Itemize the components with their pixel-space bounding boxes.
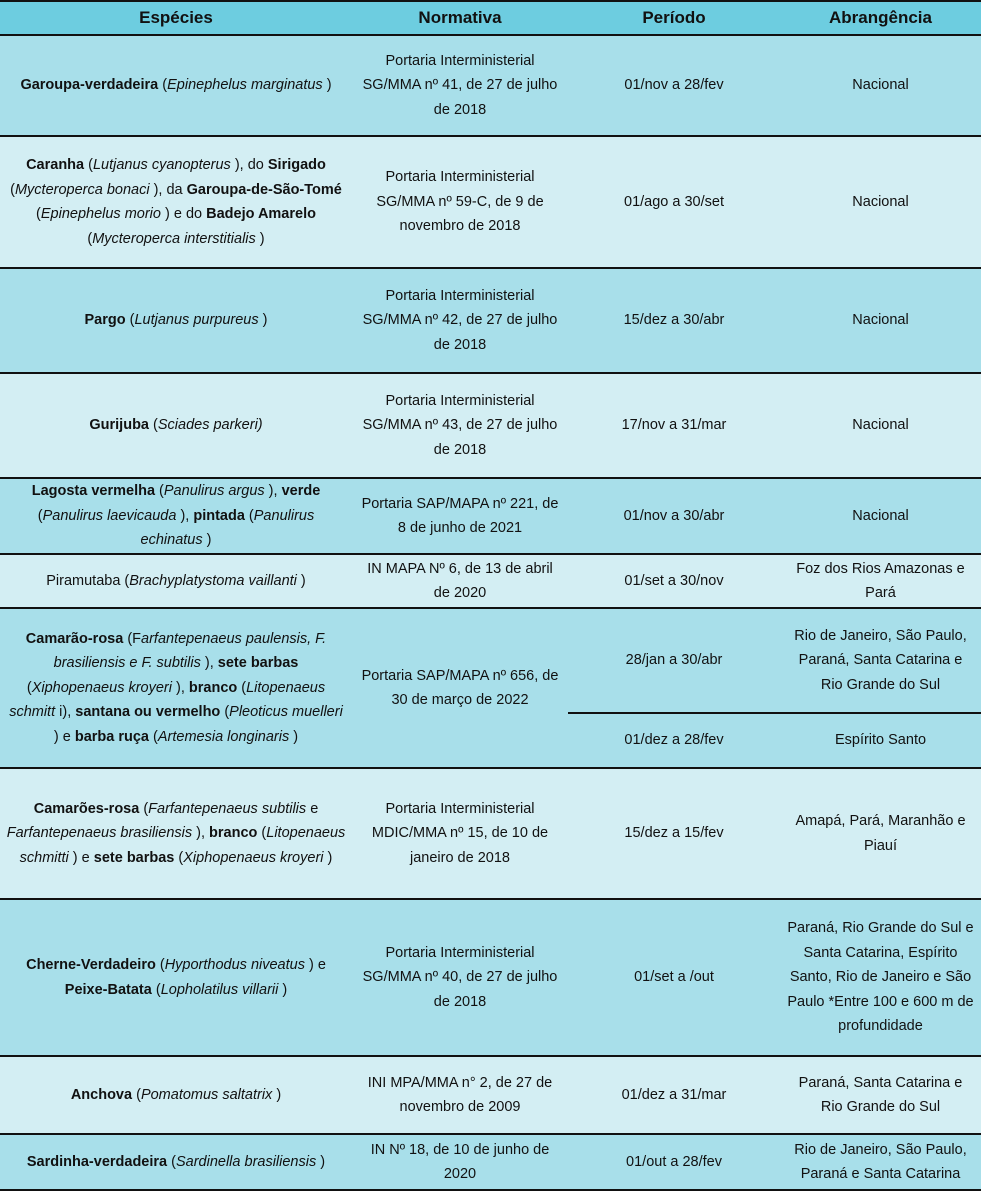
common-name: sete barbas	[93, 849, 175, 866]
species-text: ),	[200, 655, 218, 672]
species-text: )	[296, 572, 306, 589]
species-text: )	[255, 230, 265, 247]
scientific-name: Epinephelus marginatus	[167, 77, 323, 94]
table-row	[0, 478, 981, 554]
species-text: ) e	[68, 849, 94, 866]
species-text: )	[322, 77, 332, 94]
species-text: ) e	[53, 728, 75, 745]
species-text: (	[158, 77, 168, 94]
scientific-name: Pleoticus muelleri	[229, 704, 343, 721]
species-cell	[0, 268, 352, 373]
species-cell	[0, 1056, 352, 1134]
common-name: Camarões-rosa	[33, 800, 140, 817]
species-text: ),	[176, 507, 194, 524]
species-cell	[0, 768, 352, 899]
table-row	[0, 35, 981, 136]
normativa-cell: INI MPA/MMA n° 2, de 27 de novembro de 2009	[352, 1056, 568, 1134]
species-cell	[0, 373, 352, 478]
species-cell	[0, 35, 352, 136]
species-text: (	[155, 483, 164, 500]
species-text: ), da	[149, 181, 187, 198]
normativa-cell: Portaria Interministerial SG/MMA nº 40, de 27 de julho de 2018	[352, 899, 568, 1056]
header-especies: Espécies	[0, 1, 352, 35]
species-text: ),	[264, 483, 282, 500]
header-normativa: Normativa	[352, 1, 568, 35]
header-abrangencia: Abrangência	[780, 1, 981, 35]
periodo-cell: 01/nov a 30/abr	[568, 478, 780, 554]
scientific-name: arfantepenaeus paulensis, F. brasiliensis e F. subtilis	[53, 630, 327, 672]
species-text: (	[139, 800, 149, 817]
periodo-cell: 01/nov a 28/fev	[568, 35, 780, 136]
abrangencia-cell: Nacional	[780, 35, 981, 136]
common-name: Anchova	[70, 1086, 133, 1103]
periodo-cell: 01/dez a 31/mar	[568, 1056, 780, 1134]
table-row	[0, 554, 981, 608]
common-name: Peixe-Batata	[64, 981, 152, 998]
common-name: barba ruça	[74, 728, 149, 745]
periodo-cell: 01/set a 30/nov	[568, 554, 780, 608]
species-text: Piramutaba (	[46, 572, 130, 589]
abrangencia-cell: Nacional	[780, 136, 981, 268]
species-text: (	[151, 981, 161, 998]
species-text: )	[278, 981, 288, 998]
table-row	[0, 373, 981, 478]
scientific-name: Mycteroperca bonaci	[14, 181, 150, 198]
abrangencia-cell: Nacional	[780, 373, 981, 478]
periodo-cell: 01/set a /out	[568, 899, 780, 1056]
species-text: (	[36, 206, 41, 222]
normativa-cell: Portaria Interministerial SG/MMA nº 59-C, de 9 de novembro de 2018	[352, 136, 568, 268]
scientific-name: Panulirus echinatus	[140, 507, 315, 549]
common-name: Sardinha-verdadeira	[26, 1153, 168, 1170]
species-text: (	[155, 957, 165, 973]
scientific-name: Xiphopenaeus kroyeri	[31, 679, 172, 696]
species-text: (	[149, 417, 158, 434]
abrangencia-cell: Rio de Janeiro, São Paulo, Paraná, Santa Catarina e Rio Grande do Sul	[780, 608, 981, 713]
common-name: Badejo Amarelo	[206, 206, 316, 222]
scientific-name: Farfantepenaeus subtilis	[148, 800, 307, 817]
normativa-cell: Portaria SAP/MAPA nº 221, de 8 de junho de 2021	[352, 478, 568, 554]
header-periodo: Período	[568, 1, 780, 35]
species-text: (	[26, 679, 32, 696]
table-row	[0, 136, 981, 268]
abrangencia-cell: Nacional	[780, 268, 981, 373]
scientific-name: Sciades parkeri)	[157, 417, 263, 434]
scientific-name: Xiphopenaeus kroyeri	[183, 849, 324, 866]
common-name: Lagosta vermelha	[31, 483, 156, 500]
species-text: )	[272, 1086, 282, 1103]
common-name: branco	[209, 825, 258, 842]
species-text: )	[316, 1153, 326, 1170]
common-name: verde	[281, 483, 321, 500]
species-text: )	[202, 532, 212, 549]
abrangencia-cell: Paraná, Rio Grande do Sul e Santa Catarina, Espírito Santo, Rio de Janeiro e São Paulo *Entre 100 e 600 m de profundidade	[780, 899, 981, 1056]
normativa-cell: Portaria Interministerial SG/MMA nº 43, de 27 de julho de 2018	[352, 373, 568, 478]
species-text: ),	[171, 679, 189, 696]
abrangencia-cell: Rio de Janeiro, São Paulo, Paraná e Santa Catarina	[780, 1134, 981, 1190]
species-text: )	[323, 849, 333, 866]
normativa-cell: IN MAPA Nº 6, de 13 de abril de 2020	[352, 554, 568, 608]
species-text: (	[244, 507, 254, 524]
scientific-name: Lutjanus cyanopterus	[92, 157, 231, 173]
common-name: Garoupa-verdadeira	[20, 77, 159, 94]
species-text: (	[167, 1153, 176, 1170]
abrangencia-cell: Paraná, Santa Catarina e Rio Grande do Sul	[780, 1056, 981, 1134]
species-text: (	[125, 312, 135, 329]
scientific-name: Sardinella brasiliensis	[175, 1153, 317, 1170]
species-cell	[0, 899, 352, 1056]
abrangencia-cell: Foz dos Rios Amazonas e Pará	[780, 554, 981, 608]
scientific-name: Pomatomus saltatrix	[140, 1086, 273, 1103]
common-name: pintada	[193, 507, 245, 524]
periodo-cell: 01/dez a 28/fev	[568, 713, 780, 768]
table-body	[0, 35, 981, 1190]
table-row	[0, 1134, 981, 1190]
periodo-cell: 15/dez a 30/abr	[568, 268, 780, 373]
scientific-name: Lutjanus purpureus	[134, 312, 259, 329]
common-name: Sirigado	[267, 157, 326, 173]
species-text: (F	[123, 630, 142, 647]
species-text: )	[258, 312, 268, 329]
species-text: i),	[55, 704, 76, 721]
species-text: (	[237, 679, 247, 696]
species-text: (	[37, 507, 43, 524]
table-row	[0, 768, 981, 899]
common-name: santana ou vermelho	[75, 704, 221, 721]
table-row	[0, 268, 981, 373]
species-cell	[0, 608, 352, 768]
species-text: )	[289, 728, 299, 745]
periodo-cell: 28/jan a 30/abr	[568, 608, 780, 713]
periodo-cell: 17/nov a 31/mar	[568, 373, 780, 478]
normativa-cell: Portaria SAP/MAPA nº 656, de 30 de março de 2022	[352, 608, 568, 768]
species-text: ),	[192, 825, 210, 842]
common-name: branco	[188, 679, 238, 696]
normativa-cell: Portaria Interministerial SG/MMA nº 41, de 27 de julho de 2018	[352, 35, 568, 136]
species-text: (	[220, 704, 230, 721]
table-row	[0, 1056, 981, 1134]
common-name: Camarão-rosa	[25, 630, 124, 647]
normativa-cell: Portaria Interministerial MDIC/MMA nº 15, de 10 de janeiro de 2018	[352, 768, 568, 899]
abrangencia-cell: Nacional	[780, 478, 981, 554]
normativa-cell: IN Nº 18, de 10 de junho de 2020	[352, 1134, 568, 1190]
species-text: ), do	[230, 157, 268, 173]
species-text: (	[84, 157, 93, 173]
species-text: ) e	[304, 957, 326, 973]
species-text: (	[87, 230, 93, 247]
species-text: (	[10, 181, 15, 198]
common-name: Gurijuba	[89, 417, 149, 434]
scientific-name: Panulirus argus	[163, 483, 265, 500]
scientific-name: Litopenaeus schmitti	[19, 825, 346, 866]
table-row	[0, 899, 981, 1056]
table-row	[0, 608, 981, 713]
species-cell	[0, 554, 352, 608]
common-name: sete barbas	[217, 655, 299, 672]
periodo-cell: 01/ago a 30/set	[568, 136, 780, 268]
species-text: (	[132, 1086, 141, 1103]
scientific-name: Farfantepenaeus brasiliensis	[6, 825, 193, 842]
species-text: (	[257, 825, 267, 842]
scientific-name: Artemesia longinaris	[157, 728, 290, 745]
species-text: ) e do	[160, 206, 207, 222]
scientific-name: Hyporthodus niveatus	[164, 957, 305, 973]
species-cell	[0, 136, 352, 268]
species-cell	[0, 1134, 352, 1190]
header-row	[0, 1, 981, 35]
scientific-name: Epinephelus morio	[40, 206, 161, 222]
common-name: Cherne-Verdadeiro	[26, 957, 156, 973]
scientific-name: Panulirus laevicauda	[42, 507, 177, 524]
species-text: (	[174, 849, 184, 866]
species-text: e	[306, 800, 319, 817]
scientific-name: Litopenaeus schmitt	[9, 679, 326, 721]
scientific-name: Brachyplatystoma vaillanti	[129, 572, 297, 589]
common-name: Pargo	[84, 312, 126, 329]
periodo-cell: 01/out a 28/fev	[568, 1134, 780, 1190]
periodo-cell: 15/dez a 15/fev	[568, 768, 780, 899]
scientific-name: Mycteroperca interstitialis	[92, 230, 256, 247]
normativa-cell: Portaria Interministerial SG/MMA nº 42, de 27 de julho de 2018	[352, 268, 568, 373]
species-text: (	[149, 728, 158, 745]
abrangencia-cell: Espírito Santo	[780, 713, 981, 768]
scientific-name: Lopholatilus villarii	[160, 981, 279, 998]
common-name: Garoupa-de-São-Tomé	[186, 181, 342, 198]
common-name: Caranha	[26, 157, 85, 173]
abrangencia-cell: Amapá, Pará, Maranhão e Piauí	[780, 768, 981, 899]
species-cell	[0, 478, 352, 554]
